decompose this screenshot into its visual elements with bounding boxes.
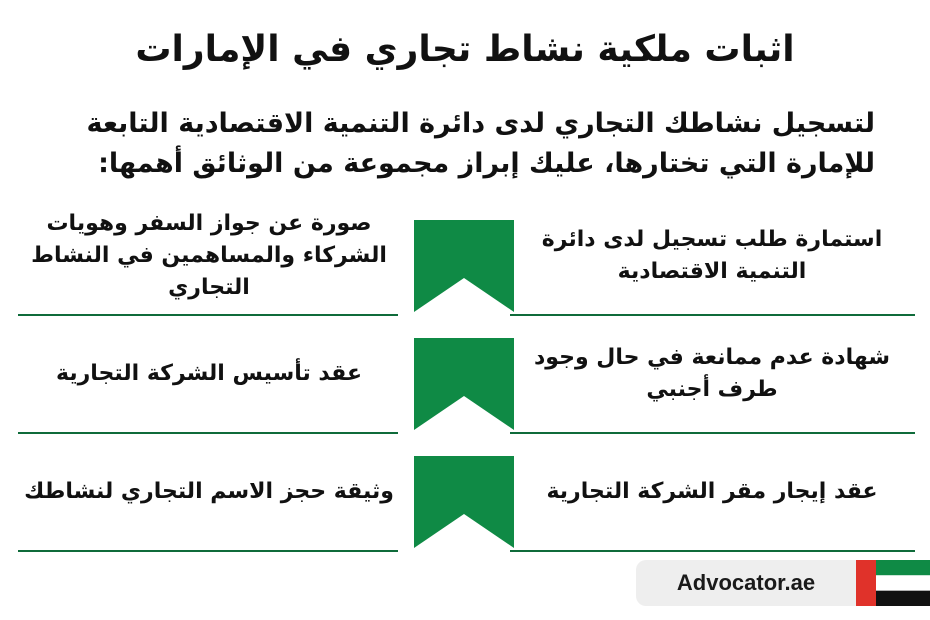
intro-text (30, 104, 875, 184)
bookmark-ribbon-icon (414, 456, 514, 556)
intro-line: للإمارة التي تختارها، عليك إبراز مجموعة من الوثائق أهمها: (98, 148, 875, 179)
page-title: اثبات ملكية نشاط تجاري في الإمارات (135, 29, 795, 70)
document-row (0, 434, 930, 552)
brand-bar (636, 560, 856, 606)
brand-footer (636, 560, 930, 606)
document-item: وثيقة حجز الاسم التجاري لنشاطك (24, 479, 394, 504)
row-divider (18, 550, 398, 552)
brand-name: Advocator.ae (676, 570, 816, 595)
bookmark-ribbon-icon (414, 338, 514, 438)
document-row (0, 316, 930, 434)
document-item: عقد إيجار مقر الشركة التجارية (546, 479, 878, 504)
intro-line: لتسجيل نشاطك التجاري لدى دائرة التنمية الاقتصادية التابعة (86, 108, 875, 139)
document-item: صورة عن جواز السفر وهويات الشركاء والمساهمين في النشاط التجاري (31, 211, 387, 300)
uae-flag-icon (856, 560, 930, 606)
bookmark-ribbon-icon (414, 220, 514, 320)
document-row (0, 198, 930, 316)
document-item: استمارة طلب تسجيل لدى دائرة التنمية الاقتصادية (541, 227, 883, 284)
document-item: شهادة عدم ممانعة في حال وجود طرف أجنبي (534, 345, 890, 402)
row-divider (510, 550, 915, 552)
document-item: عقد تأسيس الشركة التجارية (56, 361, 362, 386)
